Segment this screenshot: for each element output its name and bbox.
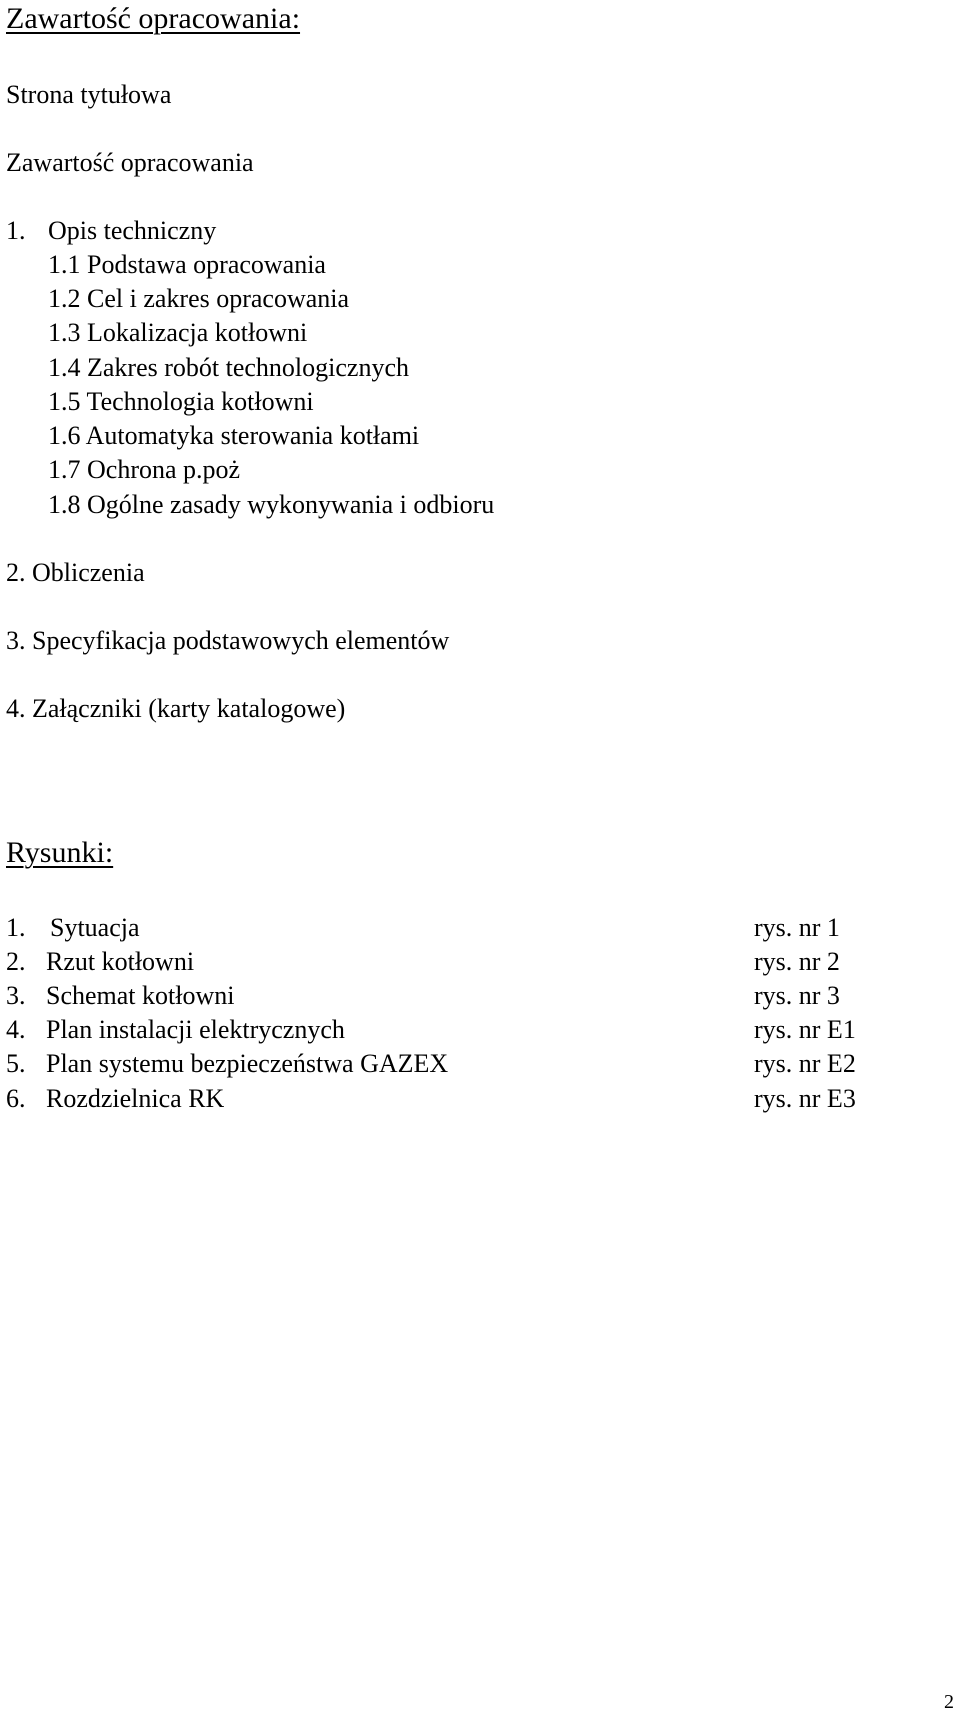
contents-section-4: 4. Załączniki (karty katalogowe) bbox=[6, 694, 346, 723]
contents-item-title-page: Strona tytułowa bbox=[6, 80, 172, 109]
subsection-1-7: 1.7 Ochrona p.poż bbox=[48, 455, 241, 484]
drawing-title: Rozdzielnica RK bbox=[46, 1084, 225, 1113]
subsection-1-3: 1.3 Lokalizacja kotłowni bbox=[48, 318, 308, 347]
contents-item-contents: Zawartość opracowania bbox=[6, 148, 254, 177]
drawing-ref: rys. nr 3 bbox=[754, 981, 840, 1010]
contents-section-2: 2. Obliczenia bbox=[6, 558, 145, 587]
drawing-ref: rys. nr E1 bbox=[754, 1015, 856, 1044]
drawing-number: 3. bbox=[6, 981, 26, 1010]
subsection-1-6: 1.6 Automatyka sterowania kotłami bbox=[48, 421, 420, 450]
drawing-ref: rys. nr 1 bbox=[754, 913, 840, 942]
contents-section-3: 3. Specyfikacja podstawowych elementów bbox=[6, 626, 450, 655]
drawing-number: 6. bbox=[6, 1084, 26, 1113]
drawing-title: Rzut kotłowni bbox=[46, 947, 195, 976]
drawing-ref: rys. nr E2 bbox=[754, 1049, 856, 1078]
drawing-number: 4. bbox=[6, 1015, 26, 1044]
subsection-1-2: 1.2 Cel i zakres opracowania bbox=[48, 284, 350, 313]
page-number: 2 bbox=[944, 1691, 954, 1713]
subsection-1-5: 1.5 Technologia kotłowni bbox=[48, 387, 314, 416]
drawing-number: 2. bbox=[6, 947, 26, 976]
drawings-heading: Rysunki: bbox=[6, 836, 114, 869]
contents-heading: Zawartość opracowania: bbox=[6, 2, 301, 35]
drawing-ref: rys. nr 2 bbox=[754, 947, 840, 976]
drawing-title: Plan instalacji elektrycznych bbox=[46, 1015, 345, 1044]
drawing-title: Sytuacja bbox=[50, 913, 140, 942]
contents-section-1 bbox=[6, 216, 216, 246]
drawing-ref: rys. nr E3 bbox=[754, 1084, 856, 1113]
drawing-title: Schemat kotłowni bbox=[46, 981, 235, 1010]
drawing-number: 5. bbox=[6, 1049, 26, 1078]
subsection-1-1: 1.1 Podstawa opracowania bbox=[48, 250, 326, 279]
subsection-1-4: 1.4 Zakres robót technologicznych bbox=[48, 353, 409, 382]
drawing-number: 1. bbox=[6, 913, 26, 942]
subsection-1-8: 1.8 Ogólne zasady wykonywania i odbioru bbox=[48, 490, 495, 519]
drawing-title: Plan systemu bezpieczeństwa GAZEX bbox=[46, 1049, 449, 1078]
section-1-number: 1. bbox=[6, 216, 26, 245]
section-1-label: Opis techniczny bbox=[48, 216, 217, 245]
